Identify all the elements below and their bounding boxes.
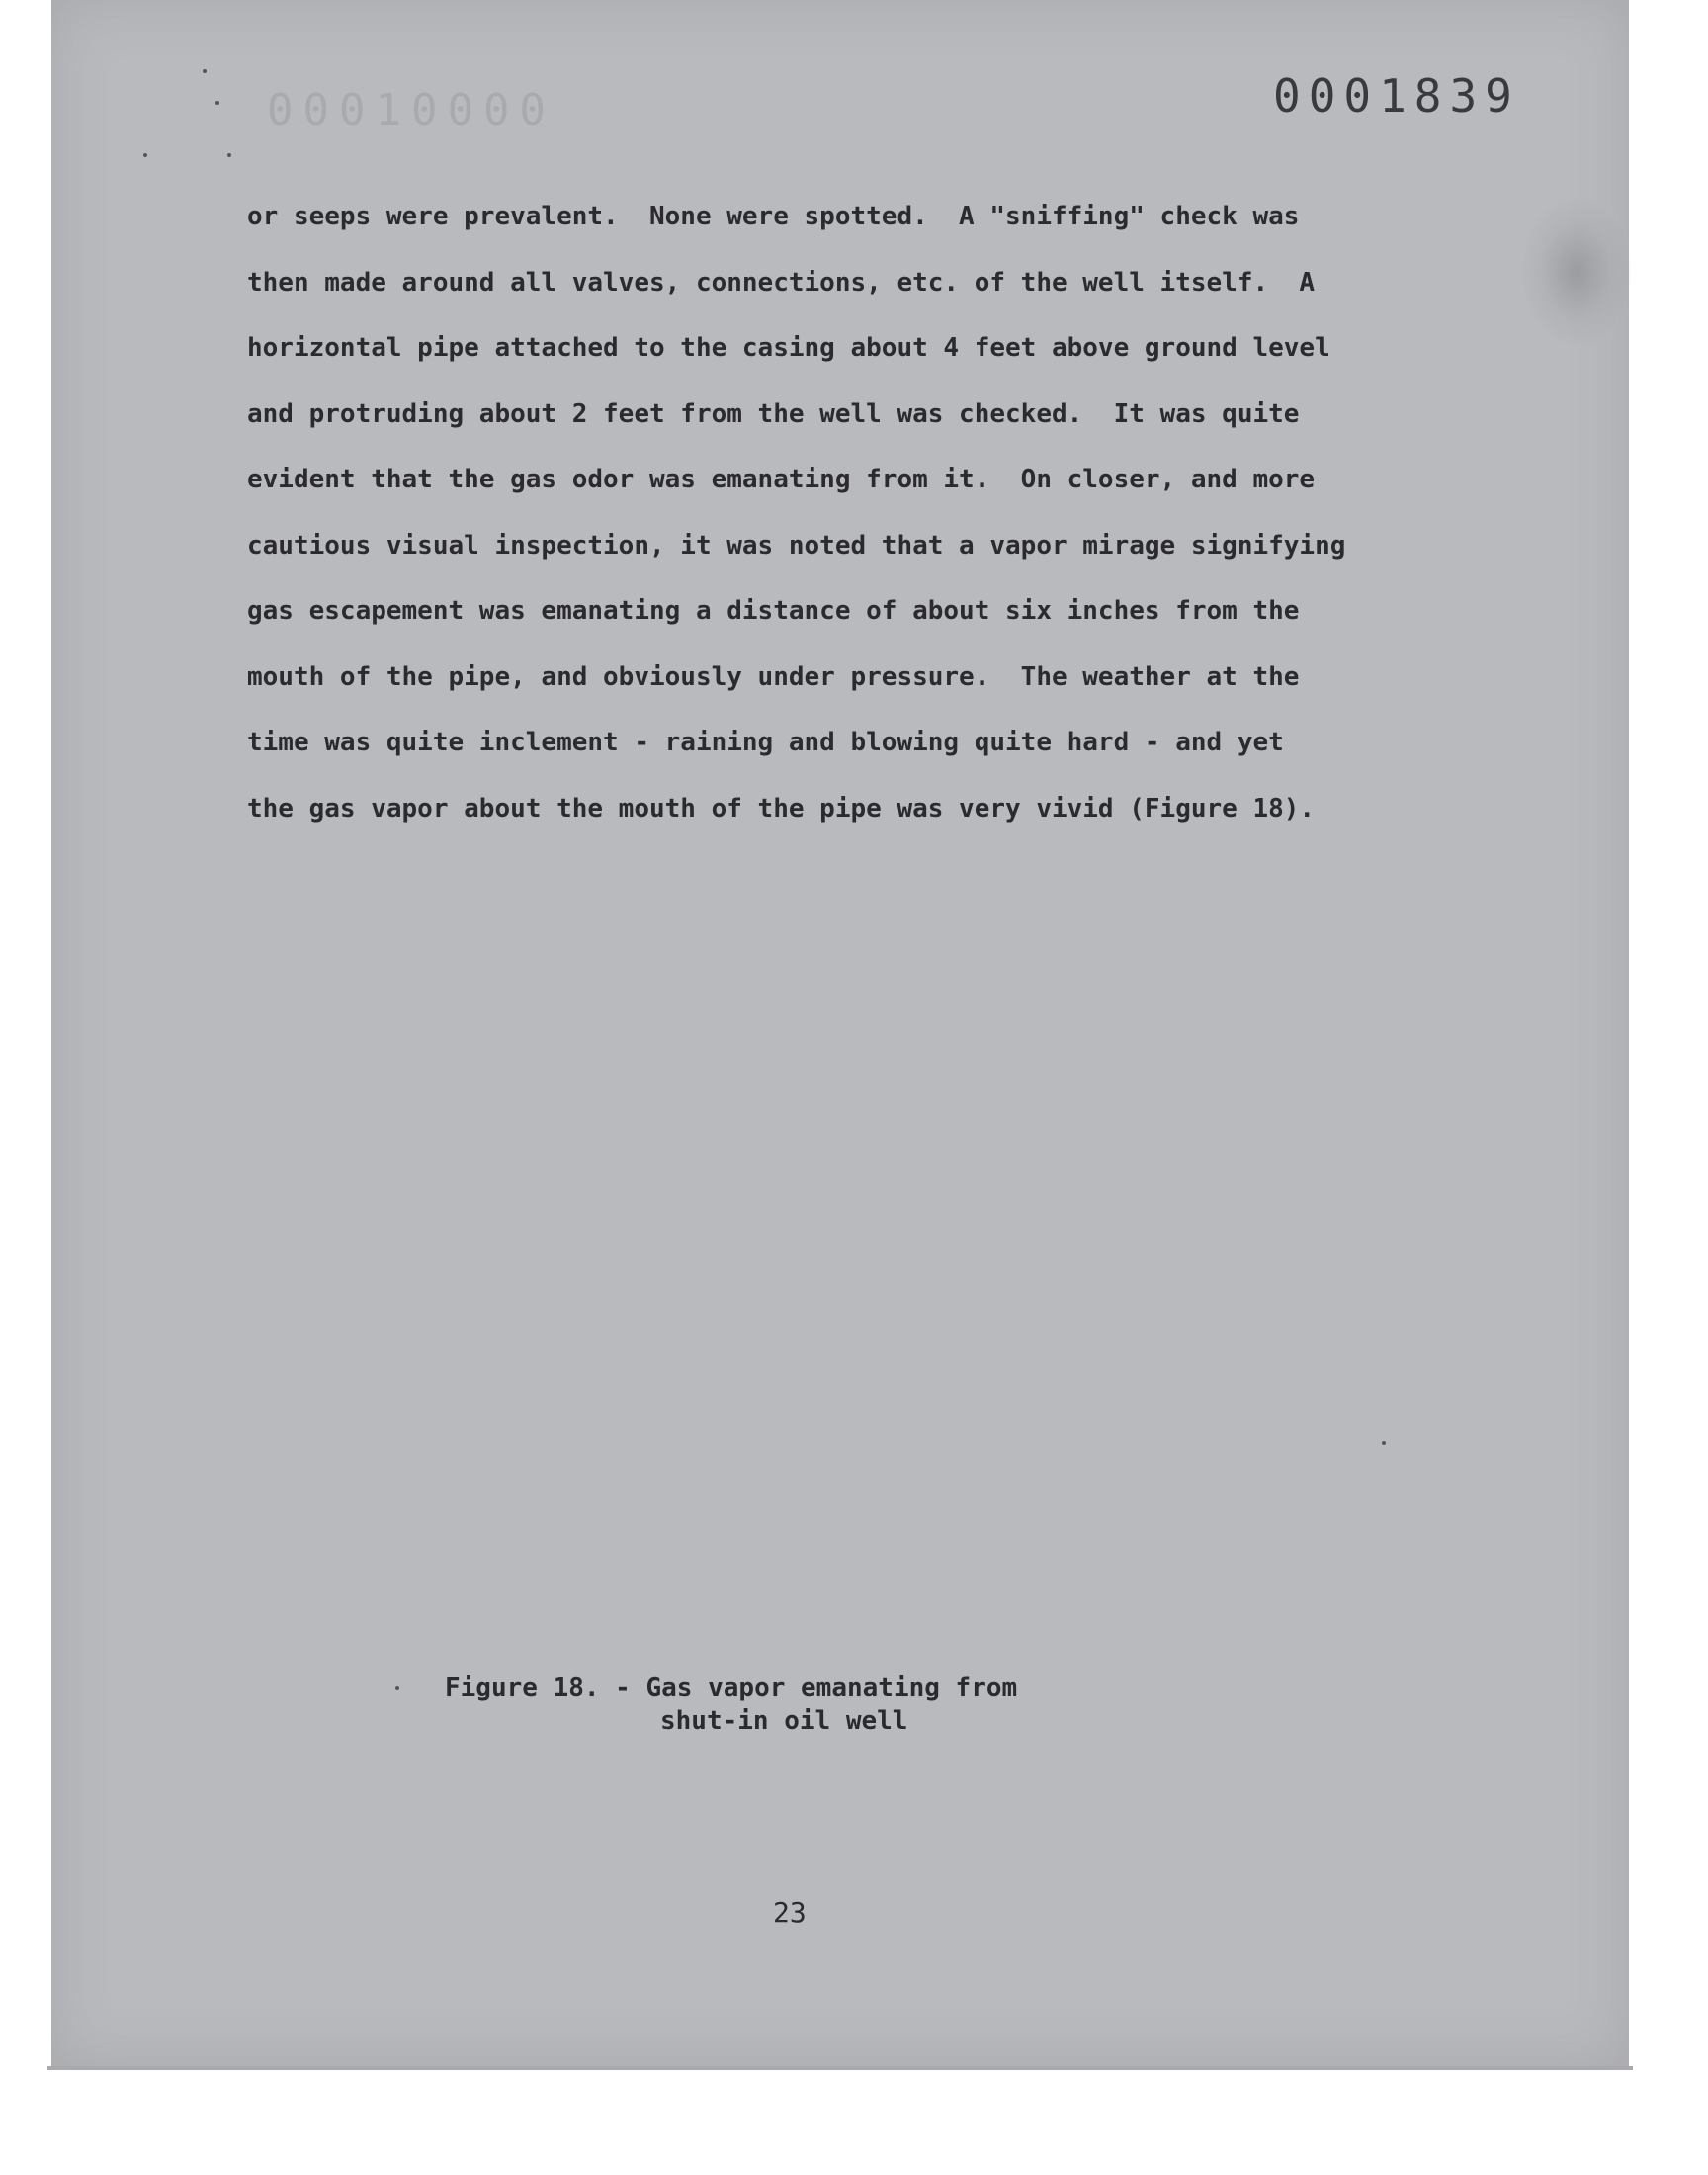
dust-speck: [203, 69, 207, 73]
dust-speck: [1382, 1441, 1386, 1445]
figure-caption-line-1: Figure 18. - Gas vapor emanating from: [445, 1673, 1018, 1702]
dust-speck: [143, 153, 147, 157]
figure-caption-line-2: shut-in oil well: [660, 1706, 908, 1736]
bleed-through-number: 00010000: [267, 85, 555, 135]
paragraph-line: evident that the gas odor was emanating from it. On closer, and more: [247, 465, 1316, 494]
document-number: 0001839: [1273, 69, 1520, 123]
paragraph-line: mouth of the pipe, and obviously under pressure. The weather at the: [247, 661, 1300, 692]
page-number: 23: [773, 1896, 807, 1929]
paragraph-line: time was quite inclement - raining and blowing quite hard - and yet: [247, 728, 1284, 757]
paragraph-line: and protruding about 2 feet from the well was checked. It was quite: [247, 398, 1300, 429]
paragraph-line: or seeps were prevalent. None were spotted. A "sniffing" check was: [247, 202, 1300, 231]
figure-caption: [445, 1671, 1017, 1738]
dust-speck: [395, 1686, 399, 1690]
page-bottom-edge: [47, 2066, 1633, 2070]
body-paragraph: [247, 184, 1433, 841]
scan-smudge: [1522, 198, 1631, 346]
paragraph-line: the gas vapor about the mouth of the pipe was very vivid (Figure 18).: [247, 793, 1316, 824]
paragraph-line: gas escapement was emanating a distance of about six inches from the: [247, 596, 1300, 626]
paragraph-line: then made around all valves, connections, etc. of the well itself. A: [247, 267, 1316, 298]
paragraph-line: cautious visual inspection, it was noted that a vapor mirage signifying: [247, 530, 1346, 561]
paragraph-line: horizontal pipe attached to the casing about 4 feet above ground level: [247, 333, 1330, 363]
dust-speck: [227, 153, 231, 157]
dust-speck: [215, 101, 219, 105]
